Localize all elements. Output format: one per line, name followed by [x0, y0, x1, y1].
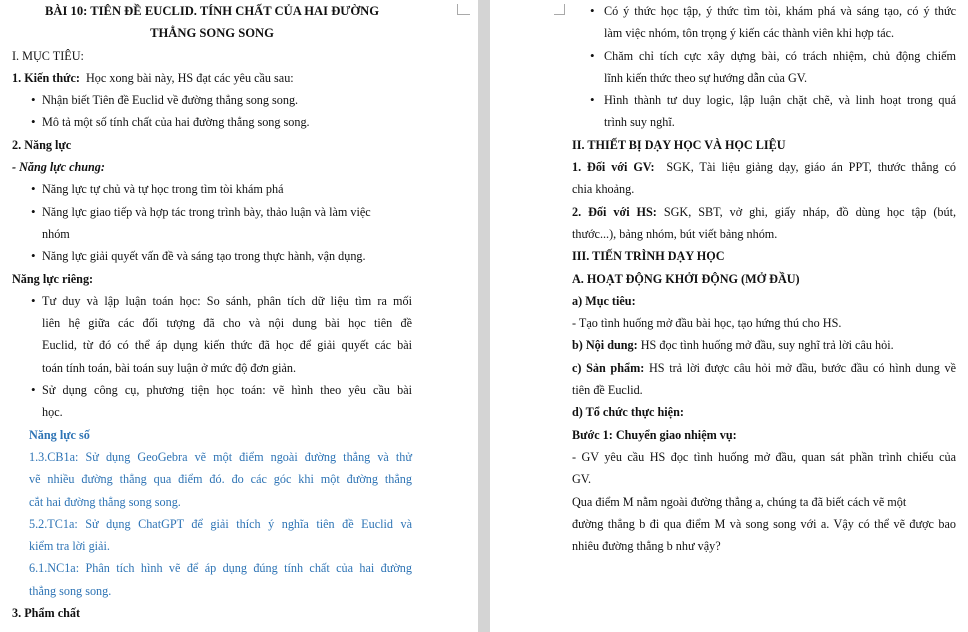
- teacher-text: SGK, Tài liệu giảng dạy, giáo án PPT, thước thẳng có: [666, 160, 957, 175]
- step1-text: - GV yêu cầu HS đọc tình huống mở đầu, quan sát phần trình chiếu của: [572, 449, 956, 464]
- page-corner-mark: [554, 4, 565, 15]
- knowledge-item: • Mô tả một số tính chất của hai đường thẳng song song.: [12, 111, 412, 133]
- content-paragraph: [572, 334, 956, 356]
- product-paragraph: [572, 357, 956, 379]
- specific-ability-item: • Sử dụng công cụ, phương tiện học toán: vẽ hình theo yêu cầu bài: [12, 379, 412, 401]
- section-objectives-heading: I. MỤC TIÊU:: [12, 48, 84, 63]
- teacher-label: 1. Đối với GV:: [572, 160, 655, 175]
- product-text-continued: tiên đề Euclid.: [572, 383, 643, 398]
- product-text: HS trả lời được câu hỏi mở đầu, bước đầu có hình dung về: [648, 360, 957, 375]
- quality-item-continued: làm việc nhóm, tôn trọng ý kiến các thành viên khi hợp tác.: [604, 26, 895, 41]
- product-label: c) Sản phẩm:: [572, 360, 645, 375]
- general-ability-item: • Năng lực giải quyết vấn đề và sáng tạo trong thực hành, vận dụng.: [12, 245, 412, 267]
- quality-item: • Hình thành tư duy logic, lập luận chặt chẽ, và linh hoạt trong quá: [572, 89, 956, 111]
- step1-text-continued: GV.: [572, 472, 592, 487]
- document-page-left: [0, 0, 478, 632]
- general-ability-item-continued: nhóm: [42, 226, 70, 241]
- goal-label: a) Mục tiêu:: [572, 293, 636, 308]
- teacher-materials-continued: chia khoảng.: [572, 182, 635, 197]
- specific-ability-item: • Tư duy và lập luận toán học: So sánh, phân tích dữ liệu tìm ra mối: [12, 290, 412, 312]
- ability-heading: 2. Năng lực: [12, 137, 72, 152]
- specific-ability-heading: Năng lực riêng:: [12, 271, 94, 286]
- digital-ability-text: 6.1.NC1a: Phân tích hình vẽ để áp dụng đúng tính chất của hai đường: [29, 561, 412, 576]
- digital-ability-text: 1.3.CB1a: Sử dụng GeoGebra vẽ một điểm ngoài đường thẳng và thử: [29, 449, 412, 464]
- question-text: Qua điểm M nằm ngoài đường thẳng a, chúng ta đã biết cách vẽ một: [572, 494, 907, 509]
- digital-ability-text: kiểm tra lời giải.: [29, 539, 110, 554]
- document-page-right: [490, 0, 968, 632]
- lesson-title-line-1: BÀI 10: TIÊN ĐỀ EUCLID. TÍNH CHẤT CỦA HAI ĐƯỜNG: [44, 4, 380, 18]
- quality-item-continued: lĩnh kiến thức theo sự hướng dẫn của GV.: [604, 70, 808, 85]
- knowledge-paragraph: [12, 67, 412, 89]
- student-materials-continued: thước...), bảng nhóm, bút viết bảng nhóm.: [572, 226, 778, 241]
- general-ability-item: • Năng lực giao tiếp và hợp tác trong trình bày, thảo luận và làm việc: [12, 201, 412, 223]
- quality-heading: 3. Phẩm chất: [12, 606, 81, 621]
- knowledge-text: Học xong bài này, HS đạt các yêu cầu sau:: [86, 70, 294, 85]
- digital-ability-heading: Năng lực số: [29, 427, 90, 442]
- general-ability-heading: - Năng lực chung:: [12, 160, 105, 175]
- quality-item: • Có ý thức học tập, ý thức tìm tòi, khám phá và sáng tạo, có ý thức: [572, 0, 956, 22]
- content-label: b) Nội dung:: [572, 338, 638, 353]
- lesson-title-line-2: THẲNG SONG SONG: [150, 26, 274, 41]
- student-materials: [572, 201, 956, 223]
- specific-ability-item-continued: Euclid, từ đó có thể áp dụng kiến thức đã học để giải quyết các bài: [42, 338, 412, 353]
- quality-item-continued: trình suy nghĩ.: [604, 115, 675, 130]
- student-text: SGK, SBT, vở ghi, giấy nháp, đồ dùng học tập (bút,: [663, 204, 956, 219]
- question-text: nhiêu đường thẳng b như vậy?: [572, 539, 721, 554]
- digital-ability-text: vẽ nhiều đường thẳng qua điểm đó. đo các góc khi một đường thẳng: [29, 472, 412, 487]
- general-ability-item: • Năng lực tự chủ và tự học trong tìm tòi khám phá: [12, 178, 412, 200]
- specific-ability-item-continued: toán tính toán, bài toán suy luận ở mức độ đơn giản.: [42, 360, 297, 375]
- organization-label: d) Tổ chức thực hiện:: [572, 405, 684, 420]
- teacher-materials: [572, 156, 956, 178]
- page-corner-mark: [457, 4, 470, 15]
- content-text: HS đọc tình huống mở đầu, suy nghĩ trả lời câu hỏi.: [640, 338, 894, 353]
- digital-ability-text: thẳng song song.: [29, 583, 112, 598]
- step1-label: Bước 1: Chuyển giao nhiệm vụ:: [572, 427, 737, 442]
- specific-ability-item-continued: liên hệ giữa các đối tượng đã cho và nội dung bài học tiên đề: [42, 316, 412, 331]
- knowledge-item: • Nhận biết Tiên đề Euclid về đường thẳng song song.: [12, 89, 412, 111]
- question-text: đường thẳng b đi qua điểm M và song song với a. Vậy có thể vẽ được bao: [572, 516, 956, 531]
- activity-heading: A. HOẠT ĐỘNG KHỞI ĐỘNG (MỞ ĐẦU): [572, 271, 800, 286]
- section-equipment-heading: II. THIẾT BỊ DẠY HỌC VÀ HỌC LIỆU: [572, 137, 786, 152]
- digital-ability-text: 5.2.TC1a: Sử dụng ChatGPT để giải thích ý nghĩa tiên đề Euclid và: [29, 516, 412, 531]
- section-process-heading: III. TIẾN TRÌNH DẠY HỌC: [572, 249, 725, 264]
- specific-ability-item-continued: học.: [42, 405, 63, 420]
- knowledge-label: 1. Kiến thức:: [12, 70, 80, 85]
- quality-item: • Chăm chỉ tích cực xây dựng bài, có trách nhiệm, chủ động chiếm: [572, 45, 956, 67]
- student-label: 2. Đối với HS:: [572, 204, 657, 219]
- digital-ability-text: cắt hai đường thẳng song song.: [29, 494, 181, 509]
- page-content: [572, 0, 956, 557]
- page-content: [12, 0, 412, 624]
- goal-text: - Tạo tình huống mở đầu bài học, tạo hứng thú cho HS.: [572, 316, 842, 331]
